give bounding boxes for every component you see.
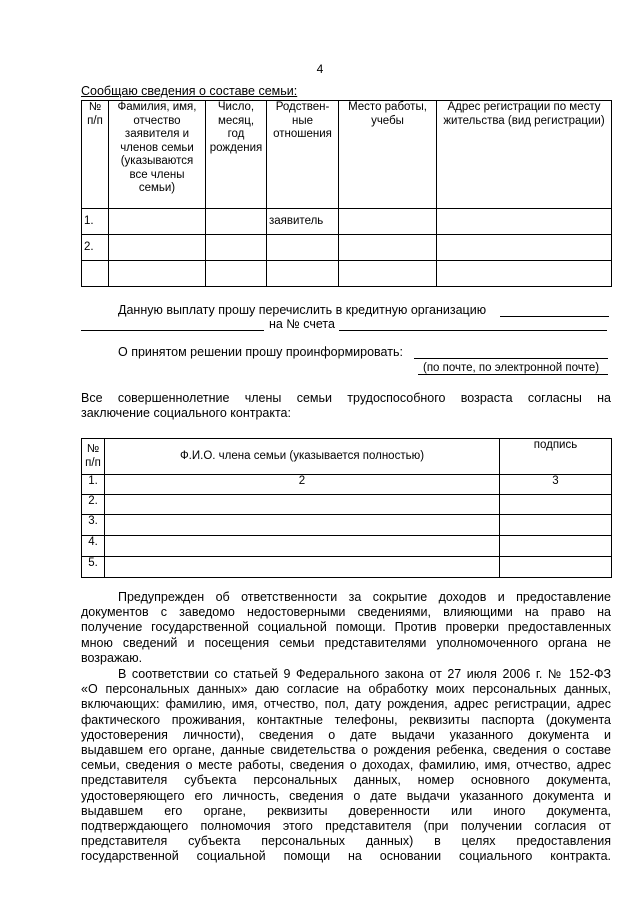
members-table-header	[82, 439, 612, 475]
cell-relation[interactable]: заявитель	[267, 209, 339, 235]
page-number: 4	[316, 62, 324, 76]
consent-line: В соответствии со статьей 9 Федерального закона от 27 июля 2006 г. № 152-ФЗ	[118, 667, 611, 681]
consent-line: удостоверения личности), сведения о дате выдачи указанного документа и	[81, 727, 611, 742]
consent-line: представителя субъекта персональных данных) в целях предоставления	[81, 834, 611, 849]
consent-line: семьи, сведения о месте работы, сведения о доходах, фамилию, имя, отчество, адрес	[81, 758, 611, 773]
consent-intro	[81, 391, 611, 421]
table-row	[82, 495, 612, 515]
header-name: Фамилия, имя, отчество заявителя и членов семьи (указываются все члены семьи)	[109, 101, 206, 209]
cell-name[interactable]	[109, 261, 206, 287]
payment-text: Данную выплату прошу перечислить в кредитную организацию	[118, 303, 487, 317]
cell-num: 4.	[82, 536, 105, 557]
cell-num: 5.	[82, 557, 105, 578]
consent-line: «О персональных данных» даю согласие на обработку моих персональных данных,	[81, 682, 611, 697]
cell-member-name[interactable]	[105, 557, 500, 578]
header-member-name: Ф.И.О. члена семьи (указывается полностью)	[105, 439, 500, 475]
cell-num: 1.	[82, 209, 109, 235]
warning-line: Предупрежден об ответственности за сокрытие доходов и предоставление	[118, 590, 611, 604]
cell-signature[interactable]	[500, 495, 612, 515]
inform-blank[interactable]	[414, 358, 608, 359]
consent-line: удостоверяющего его личность, сведения о дате выдачи указанного документа и	[81, 788, 611, 803]
cell-relation[interactable]	[267, 261, 339, 287]
cell-num	[82, 261, 109, 287]
table-row	[82, 515, 612, 536]
consent-paragraph	[81, 667, 611, 864]
cell-birth[interactable]	[206, 235, 267, 261]
warning-line: возражаю.	[81, 650, 143, 665]
members-table	[81, 438, 612, 578]
family-table	[81, 100, 612, 287]
cell-work[interactable]	[339, 209, 437, 235]
bank-blank-2[interactable]	[81, 330, 264, 331]
cell-member-name: 2	[105, 475, 500, 495]
consent-intro-line: заключение социального контракта:	[81, 406, 291, 421]
cell-address[interactable]	[437, 209, 612, 235]
cell-work[interactable]	[339, 235, 437, 261]
cell-birth[interactable]	[206, 209, 267, 235]
cell-address[interactable]	[437, 261, 612, 287]
table-row	[82, 536, 612, 557]
header-num: № п/п	[82, 101, 109, 209]
cell-signature[interactable]	[500, 515, 612, 536]
warning-line: мною сведений и посещения семьи представителями уполномоченного органа не	[81, 635, 611, 650]
consent-line: подтверждающего полномочия этого представителя (при получении согласия от	[81, 818, 611, 833]
header-address: Адрес регистрации по месту жительства (вид регистрации)	[437, 101, 612, 209]
warning-line: получение государственной социальной помощи. Против проверки предоставленных	[81, 620, 611, 635]
consent-line: государственной социальной помощи на основании социального контракта.	[81, 849, 611, 864]
inform-hint: (по почте, по электронной почте)	[423, 362, 600, 374]
cell-signature[interactable]	[500, 557, 612, 578]
inform-hint-underline	[418, 374, 608, 375]
warning-line: документов с заведомо недостоверными сведениями, влияющими на право на	[81, 605, 611, 620]
consent-intro-line: Все совершеннолетние члены семьи трудоспособного возраста согласны на	[81, 391, 611, 405]
table-row	[82, 209, 612, 235]
consent-line: включающих: фамилию, имя, отчество, пол, дату рождения, адрес регистрации, адрес	[81, 697, 611, 712]
header-birth: Число, месяц, год рождения	[206, 101, 267, 209]
table-row	[82, 235, 612, 261]
cell-signature[interactable]	[500, 536, 612, 557]
family-table-header	[82, 101, 612, 209]
consent-line: фактического проживания, контактные телефоны, реквизиты паспорта (документа	[81, 712, 611, 727]
cell-num: 2.	[82, 495, 105, 515]
header-relation: Родствен-ные отношения	[267, 101, 339, 209]
cell-name[interactable]	[109, 209, 206, 235]
cell-num: 2.	[82, 235, 109, 261]
cell-member-name[interactable]	[105, 515, 500, 536]
cell-address[interactable]	[437, 235, 612, 261]
account-blank[interactable]	[339, 330, 607, 331]
table-row	[82, 261, 612, 287]
cell-member-name[interactable]	[105, 536, 500, 557]
cell-member-name[interactable]	[105, 495, 500, 515]
inform-text: О принятом решении прошу проинформировать:	[118, 345, 403, 359]
cell-num: 1.	[82, 475, 105, 495]
family-intro: Сообщаю сведения о составе семьи:	[81, 84, 298, 98]
bank-blank[interactable]	[500, 316, 609, 317]
consent-line: выдавшем его органе, реквизиты доверенности или иного документа,	[81, 803, 611, 818]
table-row	[82, 557, 612, 578]
header-work: Место работы, учебы	[339, 101, 437, 209]
cell-num: 3.	[82, 515, 105, 536]
warning-paragraph	[81, 590, 611, 666]
cell-name[interactable]	[109, 235, 206, 261]
header-num: № п/п	[82, 439, 105, 475]
cell-birth[interactable]	[206, 261, 267, 287]
consent-line: выдавшем его органе, данные свидетельства о рождения ребенка, сведения о составе	[81, 742, 611, 757]
cell-work[interactable]	[339, 261, 437, 287]
account-label: на № счета	[269, 317, 335, 331]
table-row	[82, 475, 612, 495]
cell-signature: 3	[500, 475, 612, 495]
consent-line: представителя субъекта персональных данных, номер основного документа,	[81, 773, 611, 788]
header-signature: подпись	[500, 439, 612, 475]
cell-relation[interactable]	[267, 235, 339, 261]
